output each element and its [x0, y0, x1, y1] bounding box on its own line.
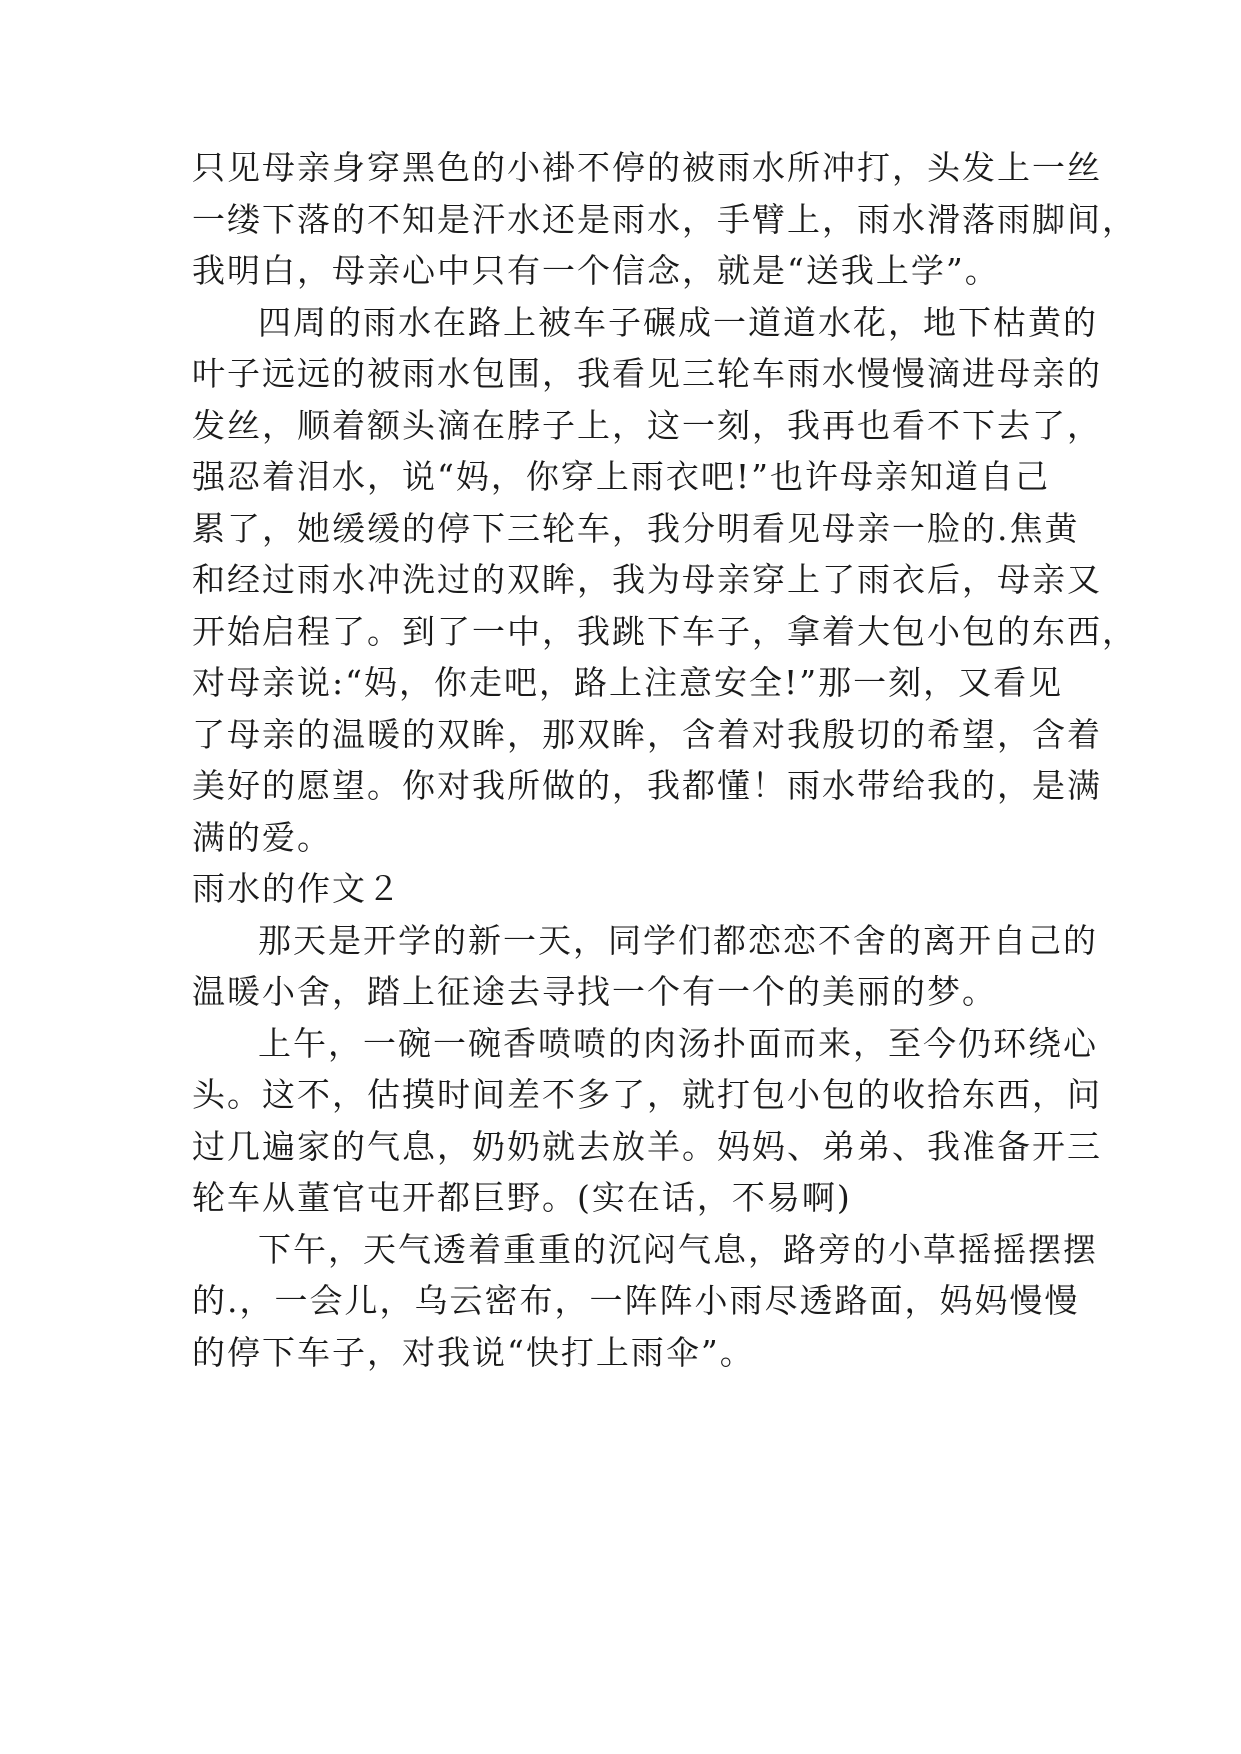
text-line: 强忍着泪水，说“妈，你穿上雨衣吧!”也许母亲知道自己 [192, 457, 1051, 496]
text-line: 和经过雨水冲洗过的双眸，我为母亲穿上了雨衣后，母亲又 [192, 560, 1102, 599]
text-line: 叶子远远的被雨水包围，我看见三轮车雨水慢慢滴进母亲的 [192, 354, 1102, 393]
text-line: 美好的愿望。你对我所做的，我都懂！雨水带给我的，是满 [192, 766, 1102, 805]
text-line: 累了，她缓缓的停下三轮车，我分明看见母亲一脸的.焦黄 [192, 509, 1080, 548]
text-line: 轮车从董官屯开都巨野。(实在话，不易啊) [192, 1178, 852, 1217]
paragraph-first-line: 那天是开学的新一天，同学们都恋恋不舍的离开自己的 [258, 921, 1098, 960]
paragraph-first-line: 下午，天气透着重重的沉闷气息，路旁的小草摇摇摆摆 [258, 1230, 1098, 1269]
text-line: 开始启程了。到了一中，我跳下车子，拿着大包小包的东西， [192, 612, 1137, 651]
text-line: 过几遍家的气息，奶奶就去放羊。妈妈、弟弟、我准备开三 [192, 1127, 1102, 1166]
text-line: 了母亲的温暖的双眸，那双眸，含着对我殷切的希望，含着 [192, 715, 1102, 754]
text-line: 头。这不，估摸时间差不多了，就打包小包的收拾东西，问 [192, 1075, 1102, 1114]
text-line: 满的爱。 [192, 818, 332, 857]
section-heading: 雨水的作文２ [192, 869, 402, 908]
paragraph-first-line: 四周的雨水在路上被车子碾成一道道水花，地下枯黄的 [258, 303, 1098, 342]
text-line: 只见母亲身穿黑色的小褂不停的被雨水所冲打，头发上一丝 [192, 148, 1102, 187]
text-line: 的.，一会儿，乌云密布，一阵阵小雨尽透路面，妈妈慢慢 [192, 1281, 1080, 1320]
text-line: 一缕下落的不知是汗水还是雨水，手臂上，雨水滑落雨脚间， [192, 200, 1137, 239]
text-line: 对母亲说:“妈，你走吧，路上注意安全!”那一刻，又看见 [192, 663, 1064, 702]
paragraph-first-line: 上午，一碗一碗香喷喷的肉汤扑面而来，至今仍环绕心 [258, 1024, 1098, 1063]
text-line: 发丝，顺着额头滴在脖子上，这一刻，我再也看不下去了， [192, 406, 1102, 445]
text-line: 我明白，母亲心中只有一个信念，就是“送我上学”。 [192, 251, 1000, 290]
text-line: 温暖小舍，踏上征途去寻找一个有一个的美丽的梦。 [192, 972, 997, 1011]
text-line: 的停下车子，对我说“快打上雨伞”。 [192, 1333, 755, 1372]
